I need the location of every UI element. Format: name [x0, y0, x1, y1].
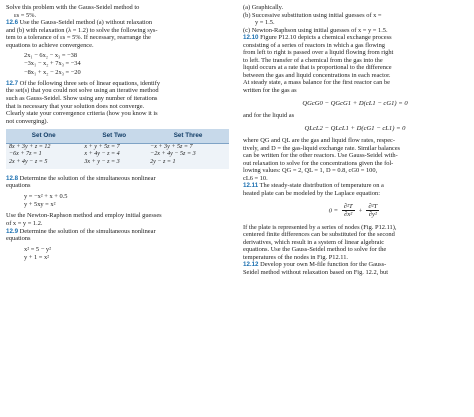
- problem-number-12-7: 12.7: [6, 79, 19, 87]
- liquid-balance-equation: QLcL2 − QLcL1 + D(cG1 − cL1) = 0: [304, 124, 406, 132]
- laplace-lhs: 0 =: [328, 207, 339, 215]
- problem-12-9-line-1: Determine the solution of the simultaneous nonlinear: [18, 227, 156, 235]
- equation-system-12-9: [24, 246, 229, 262]
- table-cell: x + 4y − z = 4: [84, 151, 120, 158]
- problem-12-9-line-2: equations: [6, 235, 31, 243]
- problem-12-12: [243, 261, 467, 269]
- problem-number-12-11: 12.11: [243, 182, 259, 190]
- problem-number-12-6: 12.6: [6, 19, 19, 27]
- problem-12-8-line-4: of x = y = 1.2.: [6, 219, 43, 227]
- problem-12-6-line-3: tem to a tolerance of εs = 5%. If necessary, rearrange the: [6, 34, 151, 42]
- problem-12-10-line-1: Figure P12.10 depicts a chemical exchange process: [258, 34, 392, 42]
- where-line-1: where QG and QL are the gas and liquid flow rates, respec-: [243, 137, 396, 145]
- problem-12-6-line-2: and (b) with relaxation (λ = 1.2) to solve the following sys-: [6, 26, 158, 34]
- problem-12-10-line-4: to left. The transfer of a chemical from the gas into the: [243, 56, 383, 64]
- problem-12-8-line-3: Use the Newton-Raphson method and employ initial guesses: [6, 212, 162, 220]
- equation-line: x² = 5 − y²: [24, 245, 52, 253]
- table-cell: 2y − z = 1: [150, 158, 176, 165]
- problem-12-11: [243, 182, 467, 190]
- problem-number-12-9: 12.9: [6, 227, 19, 235]
- left-column: [6, 4, 229, 265]
- laplace-equation: [243, 203, 467, 219]
- table-cell: −2x + 4y − 5z = 3: [150, 151, 196, 158]
- problem-12-8-line-2: equations: [6, 182, 31, 190]
- problem-12-10-line-5: liquid occurs at a rate that is proportional to the difference: [243, 64, 392, 72]
- problem-12-10-line-6: between the gas and liquid concentrations in each reactor.: [243, 71, 391, 79]
- problem-12-8: [6, 175, 229, 183]
- table-row: [6, 143, 229, 151]
- where-line-6: cL6 = 10.: [243, 174, 268, 182]
- part-a: (a) Graphically.: [243, 4, 284, 11]
- problem-number-12-12: 12.12: [243, 261, 259, 269]
- table-header-set-one: Set One: [6, 129, 81, 143]
- equation-system-12-6: [24, 52, 229, 77]
- problem-12-11-line-3: If the plate is represented by a series of nodes (Fig. P12.11),: [243, 223, 397, 231]
- where-line-4: out relaxation to solve for the concentrations given the fol-: [243, 159, 394, 167]
- table-row: [6, 159, 229, 169]
- table-cell: −6x + 7z = 1: [9, 151, 42, 158]
- problem-12-11-line-2: heated plate can be modeled by the Laplace equation:: [243, 190, 380, 198]
- table-cell: 3x + y − z = 3: [84, 158, 120, 165]
- problem-12-9: [6, 228, 229, 236]
- laplace-plus: +: [358, 207, 363, 215]
- problem-12-11-line-7: temperatures of the nodes in Fig. P12.11.: [243, 253, 349, 261]
- table-cell: 2x + 4y − z = 5: [9, 158, 48, 165]
- equation-line: −8x₁ + x₂ − 2x₃ = −20: [24, 68, 81, 76]
- table-header-set-three: Set Three: [147, 129, 229, 143]
- problem-12-7-line-2: the set(s) that you could not solve using an iterative method: [6, 87, 159, 95]
- part-b-line-1: (b) Successive substitution using initial guesses of x =: [243, 11, 382, 19]
- part-b-line-2: y = 1.5.: [255, 19, 275, 27]
- problem-12-12-line-2: Seidel method without relaxation based on Fig. 12.2, but: [243, 268, 389, 276]
- table-cell: 8x + 3y + z = 12: [9, 143, 51, 150]
- problem-12-11-line-1: The steady-state distribution of temperature on a: [258, 182, 384, 190]
- problem-12-7-line-5: Clearly state your convergence criteria (how you know it is: [6, 110, 158, 118]
- problem-12-7-line-4: that is necessary that your solution does not converge.: [6, 102, 145, 110]
- equation-line: y + 5xy = x²: [24, 201, 56, 209]
- laplace-term-y-denominator: ∂y²: [368, 211, 377, 219]
- problem-12-11-line-5: derivatives, which result in a system of linear algebraic: [243, 238, 385, 246]
- equation-line: y + 1 = x²: [24, 253, 50, 261]
- problem-12-7-line-1: Of the following three sets of linear equations, identify: [18, 79, 161, 87]
- problem-12-6: [6, 19, 229, 27]
- part-c: (c) Newton-Raphson using initial guesses of x = y = 1.5.: [243, 26, 388, 34]
- intro-line-1: Solve this problem with the Gauss-Seidel method to: [6, 4, 140, 11]
- laplace-term-y: [366, 203, 379, 219]
- table-header-set-two: Set Two: [81, 129, 147, 143]
- problem-12-6-line-4: equations to achieve convergence.: [6, 41, 94, 49]
- liquid-intro: and for the liquid as: [243, 112, 295, 120]
- problem-number-12-8: 12.8: [6, 174, 19, 182]
- table-cell: −x + 3y + 5z = 7: [150, 143, 193, 150]
- problem-12-11-line-4: centered finite differences can be substituted for the second: [243, 231, 395, 239]
- equation-sets-table: [6, 129, 229, 169]
- laplace-term-x-denominator: ∂x²: [344, 211, 353, 219]
- laplace-term-x: [342, 203, 355, 219]
- problem-12-10-line-3: from left to right is passed over a liquid flowing from right: [243, 49, 394, 57]
- problem-12-10-line-7: At steady state, a mass balance for the first reactor can be: [243, 79, 390, 87]
- where-line-5: lowing values: QG = 2, QL = 1, D = 0.8, cG0 = 100,: [243, 167, 378, 175]
- problem-number-12-10: 12.10: [243, 34, 259, 42]
- intro-line-2: εs = 5%.: [14, 11, 37, 19]
- problem-12-12-line-1: Develop your own M-file function for the Gauss-: [258, 261, 387, 269]
- equation-system-12-8: [24, 193, 229, 209]
- equation-line: y = −x² + x + 0.5: [24, 193, 68, 201]
- table-cell: x + y + 5z = 7: [84, 143, 120, 150]
- problem-12-8-line-1: Determine the solution of the simultaneous nonlinear: [18, 174, 156, 182]
- laplace-term-y-numerator: ∂²T: [368, 202, 378, 210]
- where-line-2: tively, and D = the gas-liquid exchange rate. Similar balances: [243, 144, 401, 152]
- problem-12-10-line-8: written for the gas as: [243, 87, 297, 95]
- problem-12-10: [243, 34, 467, 42]
- right-column: [243, 4, 467, 277]
- problem-12-7-line-3: such as Gauss-Seidel. Show using any number of iterations: [6, 94, 158, 102]
- where-line-3: can be written for the other reactors. Use Gauss-Seidel with-: [243, 152, 398, 160]
- problem-12-10-line-2: consisting of a series of reactors in which a gas flowing: [243, 41, 385, 49]
- problem-12-6-line-1: Use the Gauss-Seidel method (a) without relaxation: [18, 19, 153, 27]
- problem-12-11-line-6: equations. Use the Gauss-Seidel method to solve for the: [243, 246, 387, 254]
- gas-balance-equation: QGcG0 − QGcG1 + D(cL1 − cG1) = 0: [302, 99, 408, 107]
- problem-12-7: [6, 80, 229, 88]
- laplace-term-x-numerator: ∂²T: [343, 202, 353, 210]
- equation-line: −3x₁ − x₂ + 7x₃ = −34: [24, 60, 81, 68]
- equation-line: 2x₁ − 6x₂ − x₃ = −38: [24, 52, 78, 60]
- problem-12-7-line-6: not converging).: [6, 117, 49, 125]
- table-row: [6, 151, 229, 158]
